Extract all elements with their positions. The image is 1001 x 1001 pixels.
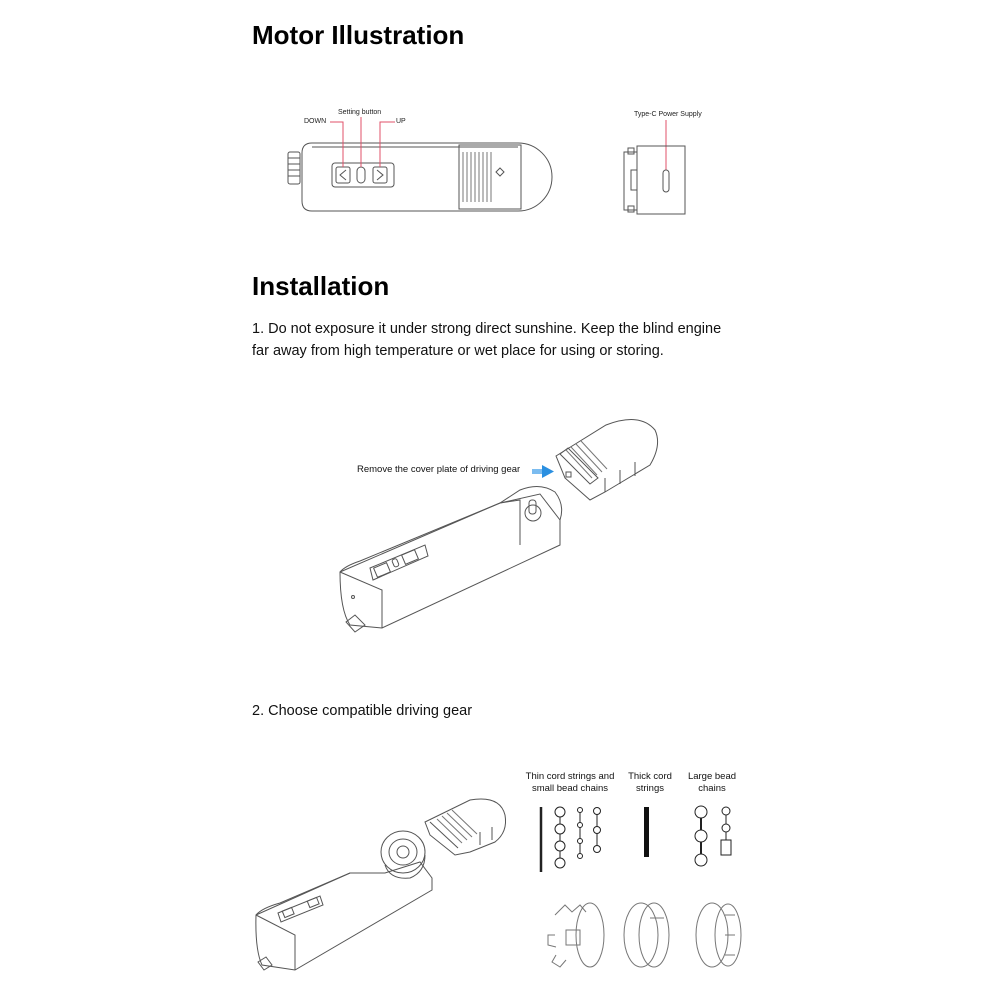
installation-title: Installation [252, 271, 390, 301]
cord-and-chain-icons [541, 806, 731, 872]
gear-wheel-large-bead [696, 903, 741, 967]
gear-type-large-bead-label: Large bead chains [687, 771, 737, 794]
up-label: UP [396, 118, 406, 125]
down-label: DOWN [304, 118, 327, 125]
type-c-power-label: Type-C Power Supply [634, 111, 702, 118]
gear-type-thin-label: Thin cord strings and small bead chains [525, 771, 615, 794]
gear-wheel-thick [624, 903, 669, 967]
motor-illustration-title: Motor Illustration [252, 20, 465, 50]
step-2-text: 2. Choose compatible driving gear [252, 703, 473, 719]
gear-wheel-toothed [548, 903, 604, 967]
remove-cover-callout: Remove the cover plate of driving gear [357, 464, 521, 475]
step-1-line-1: 1. Do not exposure it under strong direct sunshine. Keep the blind engine [252, 321, 722, 337]
setting-button-label: Setting button [338, 109, 382, 116]
gear-type-thick-label: Thick cord strings [628, 771, 672, 794]
step-1-line-2: far away from high temperature or wet place for using or storing. [252, 343, 664, 359]
